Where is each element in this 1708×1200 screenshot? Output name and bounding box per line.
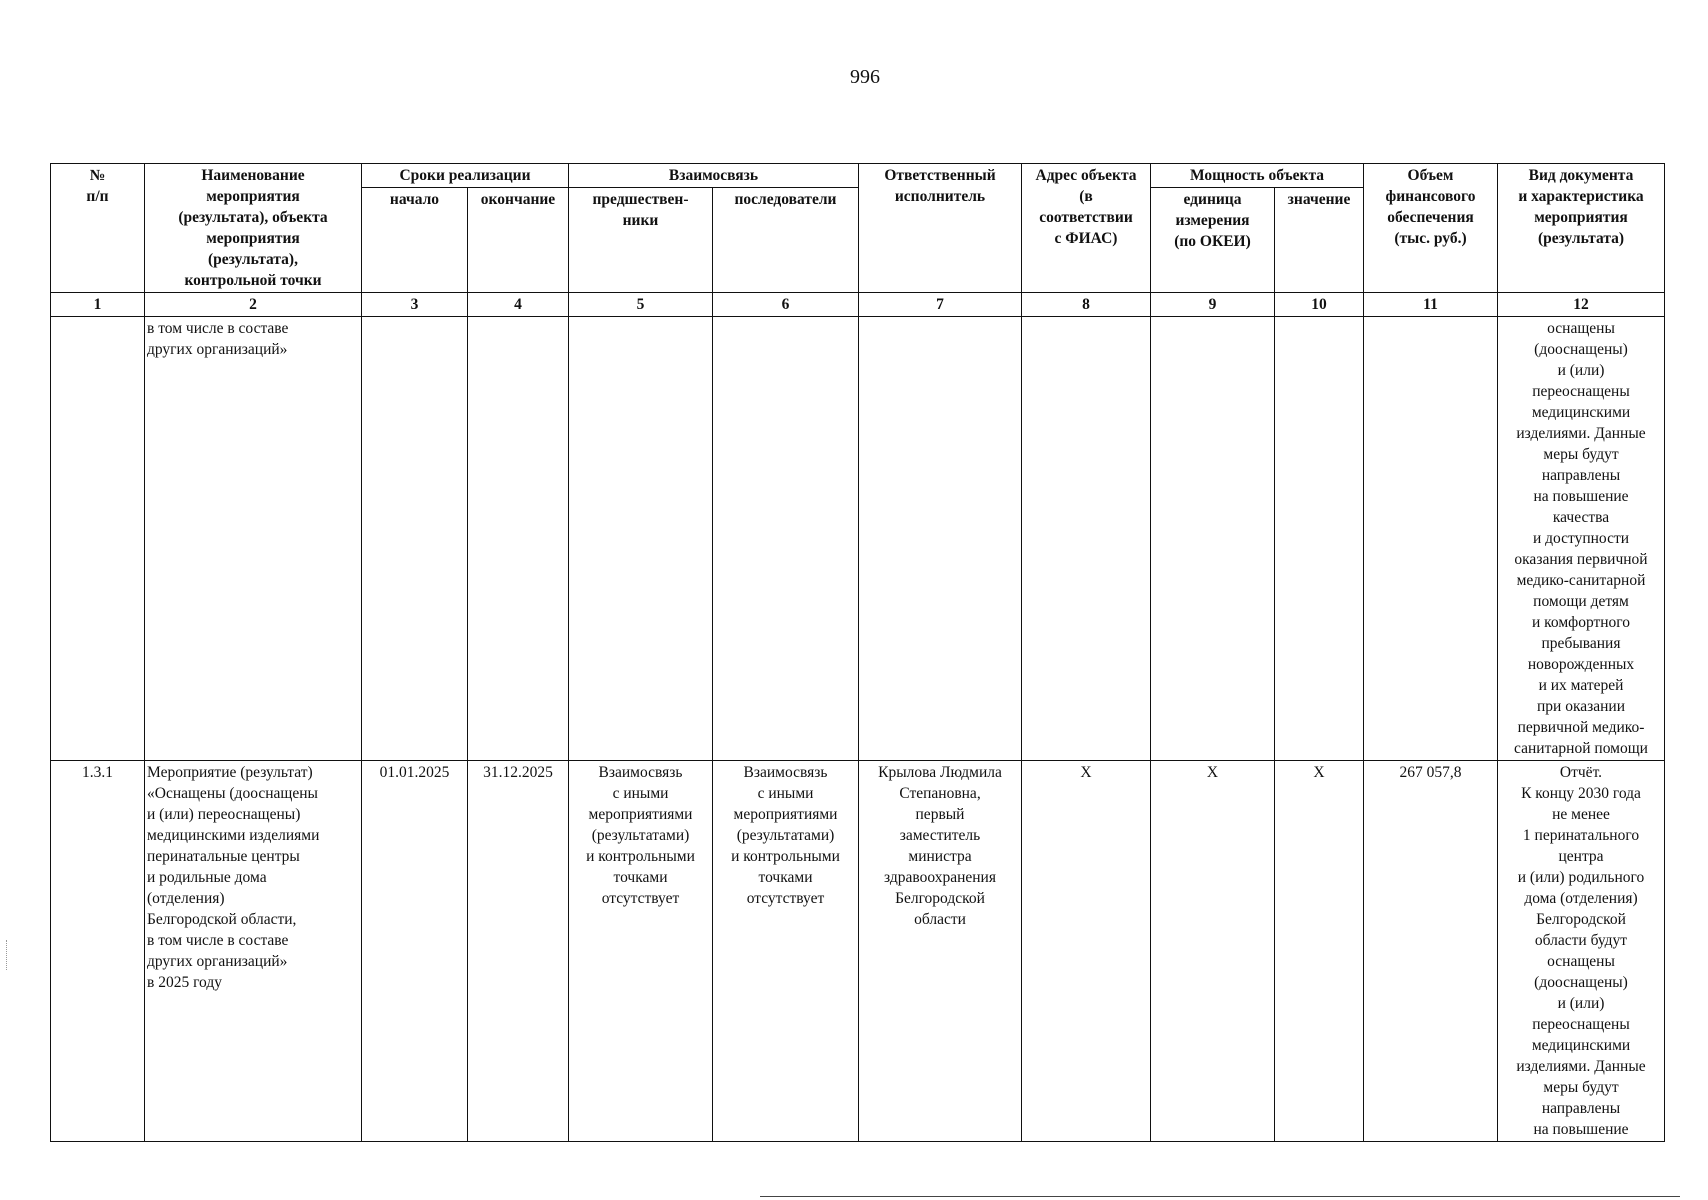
row-predecessors	[569, 317, 713, 761]
column-number: 9	[1151, 293, 1275, 317]
row-unit: X	[1151, 761, 1275, 1142]
header-link-group: Взаимосвязь	[569, 164, 859, 188]
column-number: 11	[1364, 293, 1498, 317]
bottom-rule	[760, 1196, 1680, 1197]
row-num	[51, 317, 145, 761]
column-number: 4	[468, 293, 569, 317]
row-responsible	[859, 317, 1022, 761]
header-power-group: Мощность объекта	[1151, 164, 1364, 188]
row-address: X	[1022, 761, 1151, 1142]
row-address	[1022, 317, 1151, 761]
row-finance	[1364, 317, 1498, 761]
column-number-row	[51, 293, 1665, 317]
row-finance: 267 057,8	[1364, 761, 1498, 1142]
row-value	[1275, 317, 1364, 761]
row-end: 31.12.2025	[468, 761, 569, 1142]
row-num: 1.3.1	[51, 761, 145, 1142]
row-document: Отчёт. К концу 2030 года не менее 1 перинатального центра и (или) родильного дома (отделения) Белгородской области будут оснащены (дооснащены) и (или) переоснащены медицинскими изделиями. Данные меры будут направлены на повышение	[1498, 761, 1665, 1142]
row-responsible: Крылова Людмила Степановна, первый заместитель министра здравоохранения Белгородской области	[859, 761, 1022, 1142]
header-name: Наименование мероприятия (результата), объекта мероприятия (результата), контрольной точки	[145, 164, 362, 293]
row-successors: Взаимосвязь с иными мероприятиями (результатами) и контрольными точками отсутствует	[713, 761, 859, 1142]
row-predecessors: Взаимосвязь с иными мероприятиями (результатами) и контрольными точками отсутствует	[569, 761, 713, 1142]
header-successors: последователи	[713, 188, 859, 293]
header-document: Вид документа и характеристика мероприятия (результата)	[1498, 164, 1665, 293]
header-unit: единица измерения (по ОКЕИ)	[1151, 188, 1275, 293]
row-successors	[713, 317, 859, 761]
events-table	[50, 163, 1665, 1142]
column-number: 7	[859, 293, 1022, 317]
column-number: 2	[145, 293, 362, 317]
column-number: 3	[362, 293, 468, 317]
header-num: № п/п	[51, 164, 145, 293]
header-responsible: Ответственный исполнитель	[859, 164, 1022, 293]
header-finance: Объем финансового обеспечения (тыс. руб.)	[1364, 164, 1498, 293]
row-name: в том числе в составе других организаций»	[145, 317, 362, 761]
column-number: 8	[1022, 293, 1151, 317]
table-row	[51, 761, 1665, 1142]
header-end: окончание	[468, 188, 569, 293]
column-number: 10	[1275, 293, 1364, 317]
header-value: значение	[1275, 188, 1364, 293]
column-number: 1	[51, 293, 145, 317]
row-unit	[1151, 317, 1275, 761]
row-value: X	[1275, 761, 1364, 1142]
row-start: 01.01.2025	[362, 761, 468, 1142]
page-number: 996	[850, 66, 880, 88]
row-end	[468, 317, 569, 761]
row-document: оснащены (дооснащены) и (или) переоснащены медицинскими изделиями. Данные меры будут направлены на повышение качества и доступности оказания первичной медико-санитарной помощи детям и комфортного пребывания новорожденных и их матерей при оказании первичной медико- санитарной помощи	[1498, 317, 1665, 761]
table-row	[51, 317, 1665, 761]
header-row-1	[51, 164, 1665, 188]
column-number: 12	[1498, 293, 1665, 317]
header-predecessors: предшествен- ники	[569, 188, 713, 293]
row-name: Мероприятие (результат) «Оснащены (дооснащены и (или) переоснащены) медицинскими изделиями перинатальные центры и родильные дома (отделения) Белгородской области, в том числе в составе других организаций» в 2025 году	[145, 761, 362, 1142]
header-address: Адрес объекта (в соответствии с ФИАС)	[1022, 164, 1151, 293]
header-dates-group: Сроки реализации	[362, 164, 569, 188]
row-start	[362, 317, 468, 761]
column-number: 6	[713, 293, 859, 317]
header-start: начало	[362, 188, 468, 293]
column-number: 5	[569, 293, 713, 317]
scan-artifact	[6, 940, 9, 970]
